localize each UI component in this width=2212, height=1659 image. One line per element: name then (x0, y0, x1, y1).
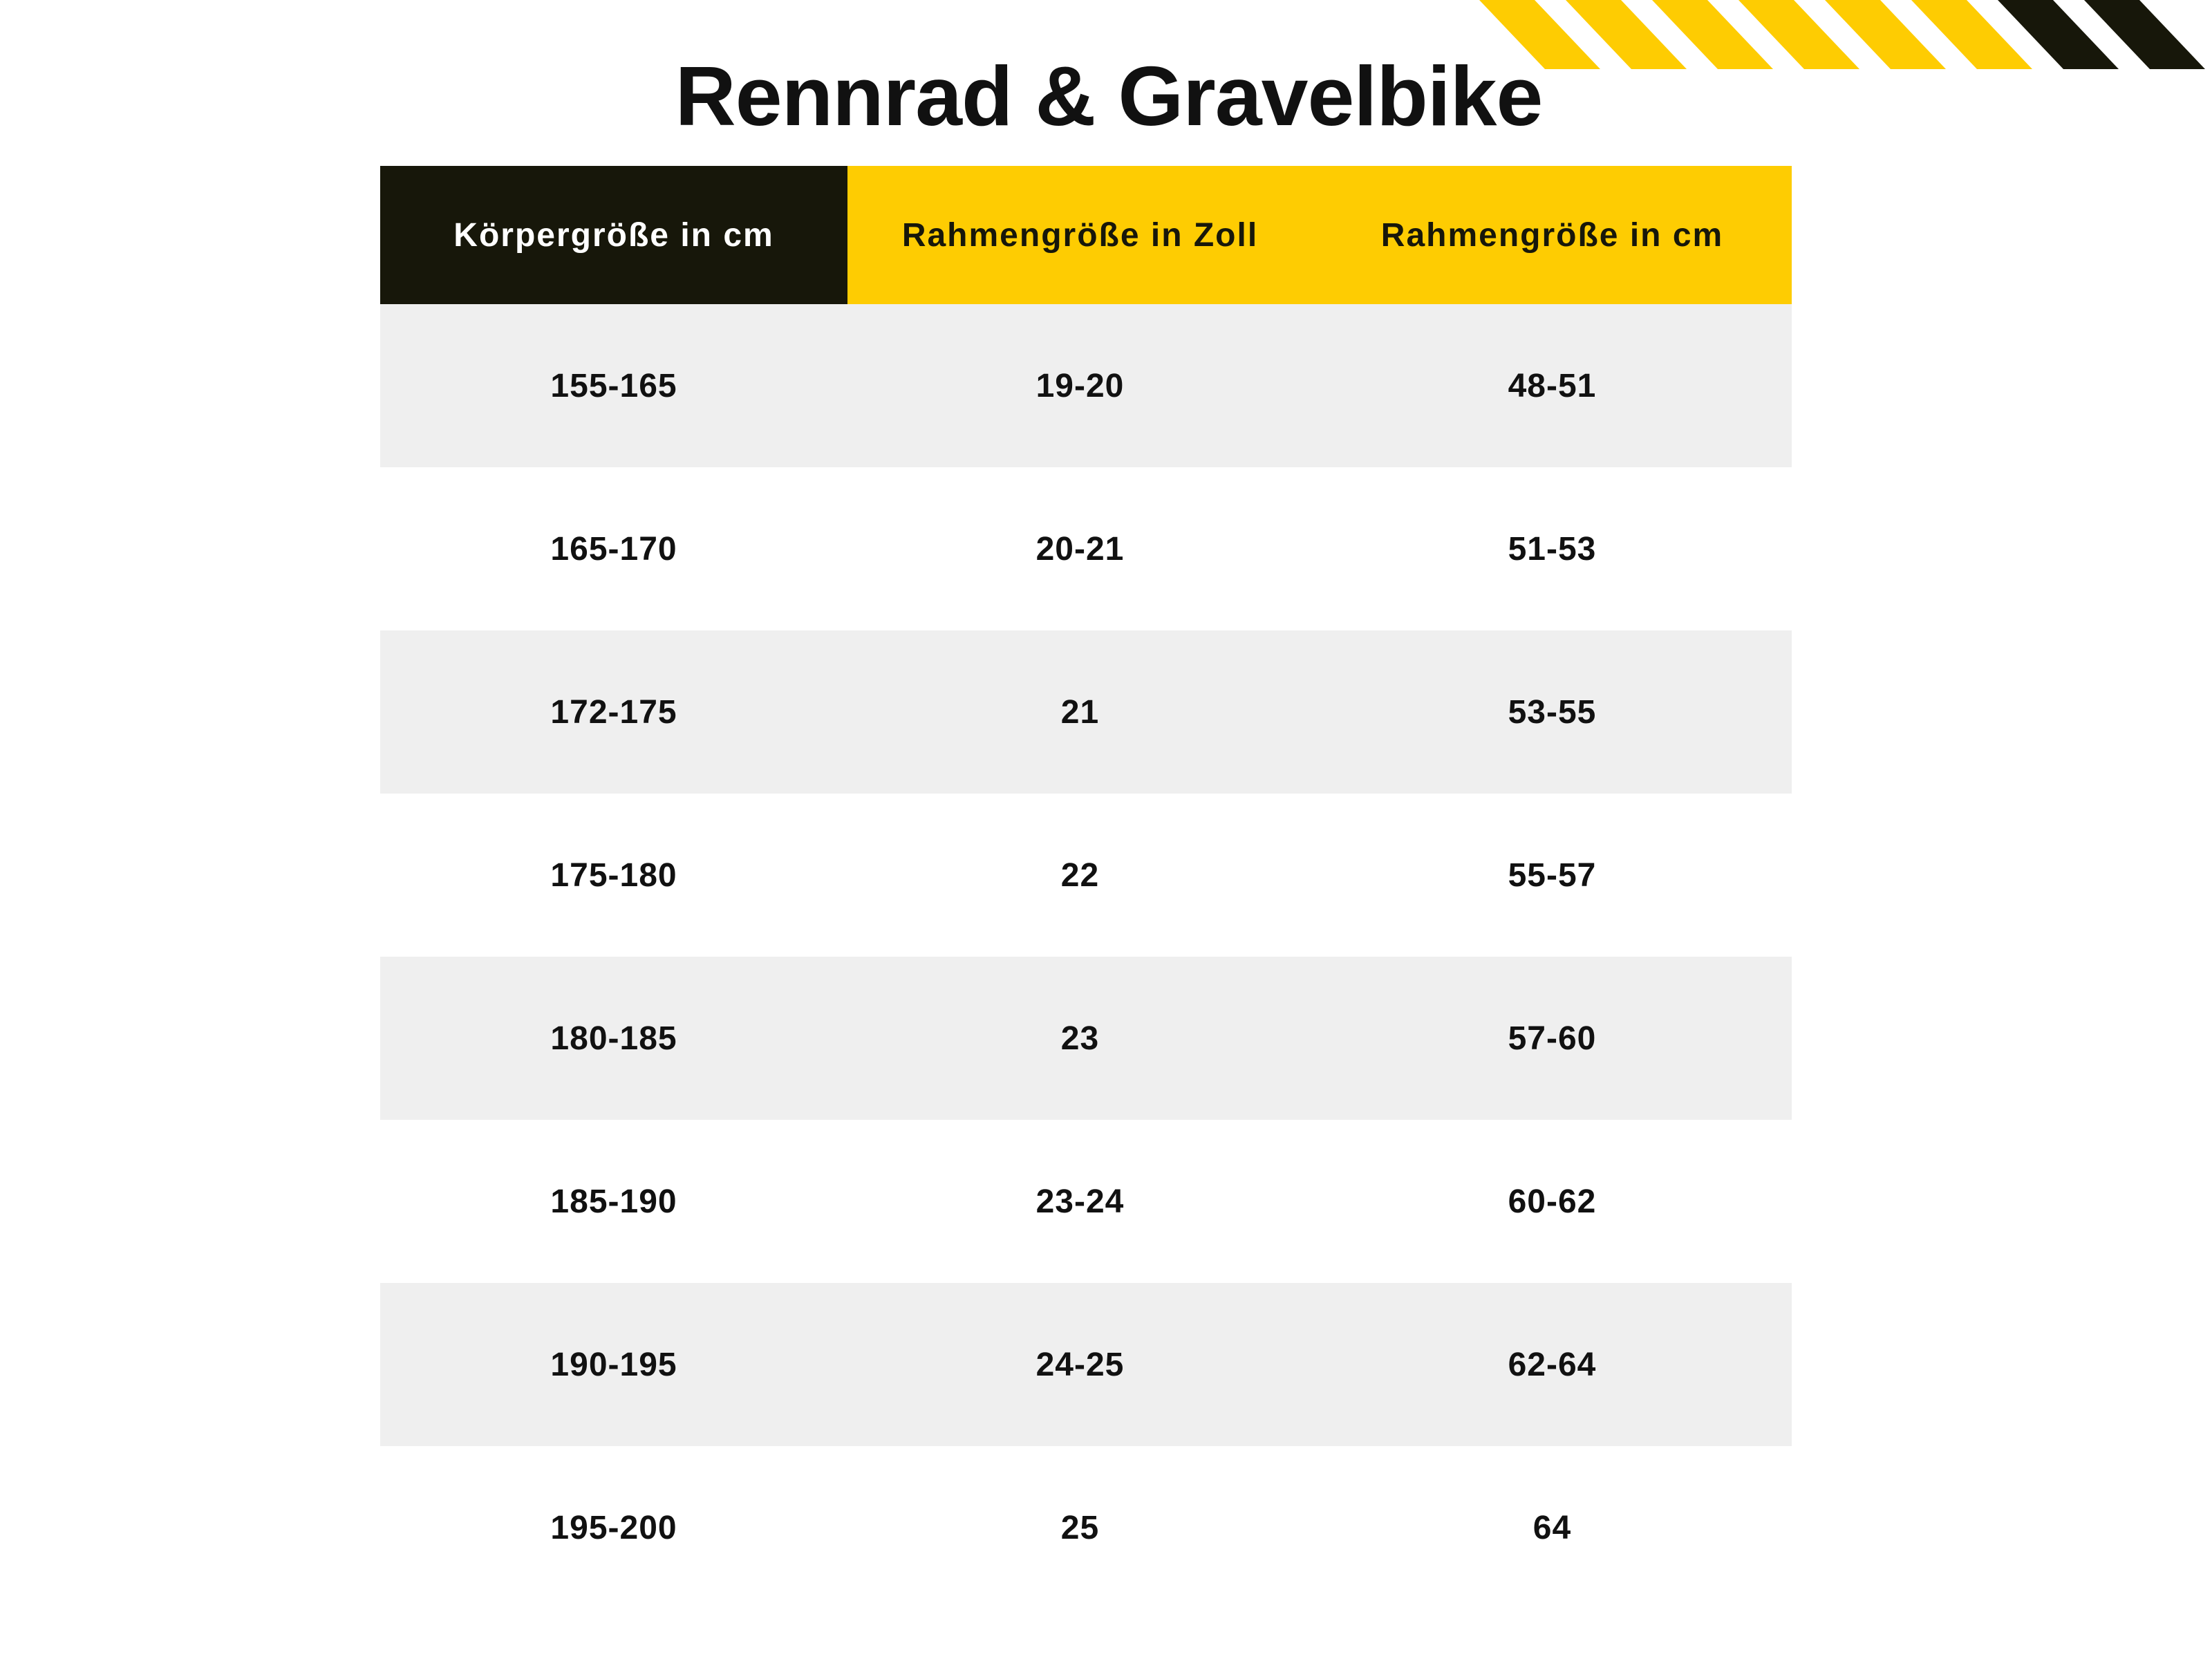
cell-rahmengroesse-zoll: 21 (1060, 693, 1100, 731)
cell-koerpergroesse: 175-180 (550, 856, 677, 894)
cell-koerpergroesse: 185-190 (550, 1183, 677, 1220)
table-row (380, 1283, 1792, 1446)
cell-rahmengroesse-zoll: 20-21 (1035, 530, 1125, 568)
cell-rahmengroesse-cm: 51-53 (1508, 530, 1597, 568)
cell-rahmengroesse-cm: 57-60 (1508, 1020, 1597, 1057)
cell-rahmengroesse-zoll: 19-20 (1035, 367, 1125, 404)
header-yellow-band (847, 166, 1792, 304)
header-rahmengroesse-cm: Rahmengröße in cm (1380, 216, 1724, 254)
cell-koerpergroesse: 180-185 (550, 1020, 677, 1057)
header-rahmengroesse-zoll: Rahmengröße in Zoll (901, 216, 1259, 254)
table-row (380, 794, 1792, 957)
cell-koerpergroesse: 172-175 (550, 693, 677, 731)
table-header-row (380, 166, 1792, 304)
cell-rahmengroesse-cm: 60-62 (1508, 1183, 1597, 1220)
table-row (380, 1120, 1792, 1283)
size-table (380, 166, 1792, 1609)
page-title: Rennrad & Gravelbike (675, 49, 1543, 143)
cell-koerpergroesse: 165-170 (550, 530, 677, 568)
cell-rahmengroesse-zoll: 25 (1060, 1509, 1100, 1546)
table-row (380, 1446, 1792, 1609)
cell-rahmengroesse-zoll: 23 (1060, 1020, 1100, 1057)
cell-rahmengroesse-cm: 53-55 (1508, 693, 1597, 731)
cell-rahmengroesse-zoll: 23-24 (1035, 1183, 1125, 1220)
header-koerpergroesse: Körpergröße in cm (380, 166, 847, 304)
cell-rahmengroesse-cm: 64 (1533, 1509, 1572, 1546)
table-row (380, 304, 1792, 467)
cell-rahmengroesse-zoll: 22 (1060, 856, 1100, 894)
cell-koerpergroesse: 195-200 (550, 1509, 677, 1546)
table-row (380, 630, 1792, 794)
cell-rahmengroesse-cm: 62-64 (1508, 1346, 1597, 1383)
table-row (380, 467, 1792, 630)
cell-koerpergroesse: 190-195 (550, 1346, 677, 1383)
cell-rahmengroesse-cm: 48-51 (1508, 367, 1597, 404)
cell-rahmengroesse-cm: 55-57 (1508, 856, 1597, 894)
cell-rahmengroesse-zoll: 24-25 (1035, 1346, 1125, 1383)
table-row (380, 957, 1792, 1120)
cell-koerpergroesse: 155-165 (550, 367, 677, 404)
